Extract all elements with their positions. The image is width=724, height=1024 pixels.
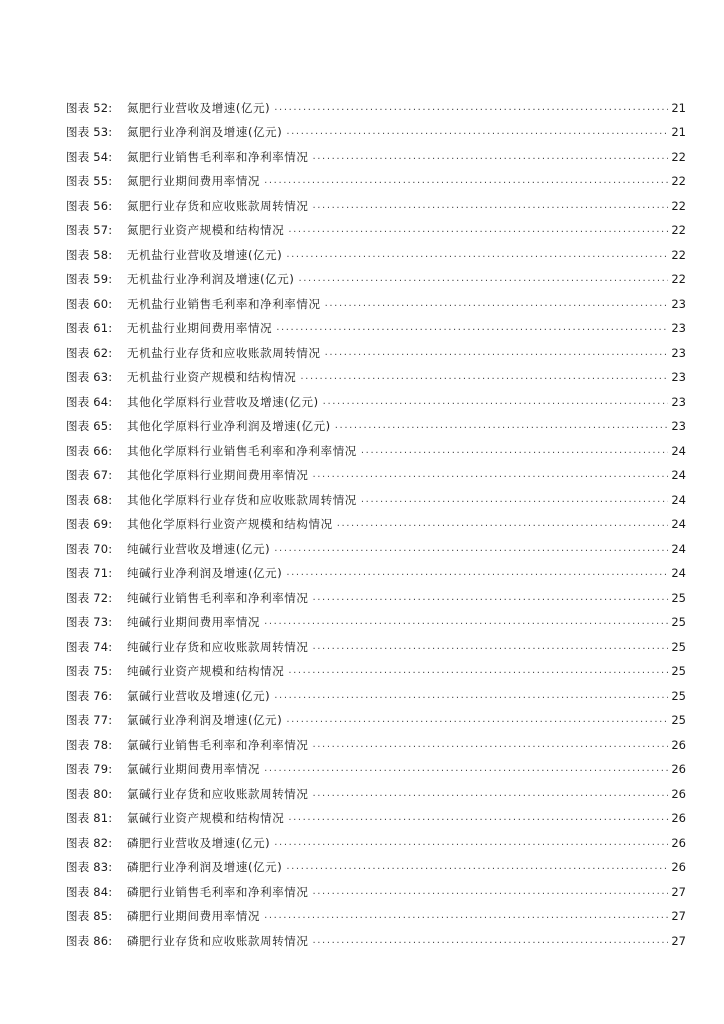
toc-entry-page: 23 — [671, 345, 686, 360]
toc-entry[interactable] — [66, 360, 686, 385]
toc-entry-number: 图表 55: — [66, 174, 113, 188]
toc-entry-number: 图表 59: — [66, 272, 113, 286]
toc-entry-title: 纯碱行业销售毛利率和净利率情况 — [127, 590, 309, 605]
toc-entry-number: 图表 72: — [66, 590, 113, 605]
dot-leader — [286, 248, 668, 262]
toc-entry[interactable] — [66, 923, 686, 948]
toc-entry[interactable] — [66, 262, 686, 287]
dot-leader — [313, 150, 669, 164]
toc-entry-number: 图表 69: — [66, 517, 113, 531]
dot-leader — [274, 836, 668, 850]
toc-entry-title: 纯碱行业资产规模和结构情况 — [127, 664, 285, 678]
dot-leader — [298, 272, 668, 286]
toc-entry-number: 图表 61: — [66, 321, 113, 335]
toc-entry-number: 图表 54: — [66, 149, 113, 164]
toc-entry-title: 其他化学原料行业销售毛利率和净利率情况 — [127, 443, 357, 458]
toc-entry-number: 图表 84: — [66, 884, 113, 899]
toc-entry-number: 图表 77: — [66, 713, 113, 727]
toc-entry-page: 23 — [671, 321, 686, 335]
toc-entry[interactable] — [66, 458, 686, 483]
toc-entry-page: 26 — [671, 737, 686, 752]
dot-leader — [335, 419, 669, 433]
toc-entry-title: 氮肥行业存货和应收账款周转情况 — [127, 198, 309, 213]
toc-entry-page: 24 — [671, 541, 686, 556]
toc-entry-number: 图表 52: — [66, 100, 113, 115]
toc-entry-number: 图表 83: — [66, 860, 113, 874]
dot-leader — [286, 713, 668, 727]
toc-entry[interactable] — [66, 433, 686, 458]
toc-entry[interactable] — [66, 286, 686, 311]
toc-entry[interactable] — [66, 115, 686, 140]
toc-entry[interactable] — [66, 139, 686, 164]
toc-entry-title: 纯碱行业净利润及增速(亿元) — [127, 566, 283, 580]
toc-entry-title: 磷肥行业净利润及增速(亿元) — [127, 860, 283, 874]
toc-entry-page: 22 — [671, 272, 686, 286]
toc-entry-title: 氯碱行业销售毛利率和净利率情况 — [127, 737, 309, 752]
dot-leader — [264, 909, 668, 923]
dot-leader — [361, 444, 668, 458]
toc-entry-page: 24 — [671, 566, 686, 580]
toc-entry-number: 图表 56: — [66, 198, 113, 213]
toc-entry-page: 25 — [671, 664, 686, 678]
dot-leader — [264, 762, 668, 776]
toc-entry-title: 其他化学原料行业净利润及增速(亿元) — [127, 419, 331, 433]
toc-entry-page: 22 — [671, 223, 686, 237]
toc-entry[interactable] — [66, 507, 686, 532]
toc-entry-number: 图表 57: — [66, 223, 113, 237]
toc-entry-page: 21 — [671, 125, 686, 139]
toc-entry[interactable] — [66, 311, 686, 336]
dot-leader — [264, 615, 668, 629]
toc-entry-number: 图表 85: — [66, 909, 113, 923]
toc-entry[interactable] — [66, 556, 686, 581]
toc-entry-page: 26 — [671, 762, 686, 776]
toc-entry-page: 22 — [671, 198, 686, 213]
toc-entry[interactable] — [66, 213, 686, 238]
toc-entry[interactable] — [66, 580, 686, 605]
toc-entry[interactable] — [66, 409, 686, 434]
toc-entry[interactable] — [66, 776, 686, 801]
toc-entry-page: 27 — [671, 884, 686, 899]
toc-entry-page: 22 — [671, 247, 686, 262]
dot-leader — [286, 125, 668, 139]
toc-entry[interactable] — [66, 164, 686, 189]
dot-leader — [313, 199, 669, 213]
toc-entry-title: 氯碱行业存货和应收账款周转情况 — [127, 786, 309, 801]
toc-entry-number: 图表 62: — [66, 345, 113, 360]
toc-entry-number: 图表 64: — [66, 394, 113, 409]
toc-entry-number: 图表 82: — [66, 835, 113, 850]
dot-leader — [313, 738, 669, 752]
toc-entry-title: 其他化学原料行业存货和应收账款周转情况 — [127, 492, 357, 507]
toc-entry-title: 无机盐行业销售毛利率和净利率情况 — [127, 296, 321, 311]
toc-entry-number: 图表 70: — [66, 541, 113, 556]
toc-entry-number: 图表 68: — [66, 492, 113, 507]
toc-entry-number: 图表 75: — [66, 664, 113, 678]
toc-entry-page: 24 — [671, 443, 686, 458]
dot-leader — [337, 517, 669, 531]
toc-entry-title: 纯碱行业营收及增速(亿元) — [127, 541, 271, 556]
toc-entry-page: 21 — [671, 100, 686, 115]
toc-entry-number: 图表 53: — [66, 125, 113, 139]
toc-entry[interactable] — [66, 482, 686, 507]
toc-entry-title: 其他化学原料行业资产规模和结构情况 — [127, 517, 333, 531]
figure-index-list — [66, 90, 686, 948]
toc-entry[interactable] — [66, 752, 686, 777]
toc-entry[interactable] — [66, 703, 686, 728]
toc-entry[interactable] — [66, 335, 686, 360]
toc-entry-title: 氯碱行业净利润及增速(亿元) — [127, 713, 283, 727]
toc-entry-title: 氯碱行业资产规模和结构情况 — [127, 811, 285, 825]
toc-entry[interactable] — [66, 531, 686, 556]
dot-leader — [264, 174, 668, 188]
toc-entry-title: 无机盐行业资产规模和结构情况 — [127, 370, 297, 384]
dot-leader — [313, 640, 669, 654]
toc-entry[interactable] — [66, 188, 686, 213]
dot-leader — [323, 395, 669, 409]
toc-entry-title: 无机盐行业净利润及增速(亿元) — [127, 272, 295, 286]
toc-entry-number: 图表 63: — [66, 370, 113, 384]
toc-entry-title: 氮肥行业销售毛利率和净利率情况 — [127, 149, 309, 164]
toc-entry-page: 22 — [671, 149, 686, 164]
toc-entry-page: 25 — [671, 615, 686, 629]
dot-leader — [288, 223, 668, 237]
toc-entry[interactable] — [66, 801, 686, 826]
toc-entry-title: 磷肥行业营收及增速(亿元) — [127, 835, 271, 850]
toc-entry-page: 23 — [671, 370, 686, 384]
dot-leader — [276, 321, 668, 335]
toc-entry-number: 图表 71: — [66, 566, 113, 580]
dot-leader — [300, 370, 668, 384]
toc-entry[interactable] — [66, 90, 686, 115]
toc-entry-title: 纯碱行业期间费用率情况 — [127, 615, 261, 629]
toc-entry-page: 26 — [671, 811, 686, 825]
toc-entry[interactable] — [66, 850, 686, 875]
toc-entry-page: 27 — [671, 909, 686, 923]
toc-entry[interactable] — [66, 825, 686, 850]
toc-entry[interactable] — [66, 629, 686, 654]
dot-leader — [313, 934, 669, 948]
toc-entry-title: 其他化学原料行业期间费用率情况 — [127, 468, 309, 482]
toc-entry-page: 25 — [671, 688, 686, 703]
toc-entry[interactable] — [66, 874, 686, 899]
toc-entry[interactable] — [66, 384, 686, 409]
toc-entry[interactable] — [66, 605, 686, 630]
toc-entry-page: 24 — [671, 468, 686, 482]
toc-entry-page: 24 — [671, 517, 686, 531]
toc-entry[interactable] — [66, 899, 686, 924]
toc-entry-title: 氮肥行业资产规模和结构情况 — [127, 223, 285, 237]
dot-leader — [286, 860, 668, 874]
dot-leader — [313, 885, 669, 899]
dot-leader — [288, 664, 668, 678]
dot-leader — [286, 566, 668, 580]
toc-entry-page: 22 — [671, 174, 686, 188]
toc-entry-number: 图表 58: — [66, 247, 113, 262]
dot-leader — [313, 468, 669, 482]
toc-entry-number: 图表 76: — [66, 688, 113, 703]
toc-entry[interactable] — [66, 727, 686, 752]
toc-entry-title: 氮肥行业净利润及增速(亿元) — [127, 125, 283, 139]
toc-entry-number: 图表 79: — [66, 762, 113, 776]
toc-entry-number: 图表 80: — [66, 786, 113, 801]
toc-entry-number: 图表 86: — [66, 933, 113, 948]
toc-entry-title: 氯碱行业期间费用率情况 — [127, 762, 261, 776]
toc-entry-number: 图表 67: — [66, 468, 113, 482]
toc-entry-number: 图表 81: — [66, 811, 113, 825]
toc-entry-number: 图表 78: — [66, 737, 113, 752]
dot-leader — [361, 493, 668, 507]
toc-entry-number: 图表 73: — [66, 615, 113, 629]
toc-entry-page: 23 — [671, 394, 686, 409]
toc-entry-title: 其他化学原料行业营收及增速(亿元) — [127, 394, 319, 409]
toc-entry-page: 26 — [671, 860, 686, 874]
toc-entry[interactable] — [66, 237, 686, 262]
dot-leader — [288, 811, 668, 825]
toc-entry-number: 图表 65: — [66, 419, 113, 433]
toc-entry-number: 图表 60: — [66, 296, 113, 311]
toc-entry-page: 25 — [671, 713, 686, 727]
toc-entry-title: 无机盐行业存货和应收账款周转情况 — [127, 345, 321, 360]
toc-entry-page: 25 — [671, 590, 686, 605]
toc-entry-page: 24 — [671, 492, 686, 507]
dot-leader — [274, 101, 668, 115]
toc-entry-title: 氯碱行业营收及增速(亿元) — [127, 688, 271, 703]
dot-leader — [274, 689, 668, 703]
dot-leader — [325, 346, 669, 360]
dot-leader — [313, 591, 669, 605]
toc-entry-page: 23 — [671, 296, 686, 311]
toc-entry-page: 27 — [671, 933, 686, 948]
toc-entry-title: 磷肥行业销售毛利率和净利率情况 — [127, 884, 309, 899]
toc-entry-number: 图表 66: — [66, 443, 113, 458]
toc-entry[interactable] — [66, 654, 686, 679]
toc-entry-page: 25 — [671, 639, 686, 654]
toc-entry[interactable] — [66, 678, 686, 703]
toc-entry-number: 图表 74: — [66, 639, 113, 654]
toc-entry-page: 26 — [671, 786, 686, 801]
toc-entry-title: 磷肥行业期间费用率情况 — [127, 909, 261, 923]
toc-entry-page: 23 — [671, 419, 686, 433]
toc-entry-title: 无机盐行业期间费用率情况 — [127, 321, 273, 335]
toc-entry-title: 纯碱行业存货和应收账款周转情况 — [127, 639, 309, 654]
dot-leader — [274, 542, 668, 556]
toc-entry-title: 无机盐行业营收及增速(亿元) — [127, 247, 283, 262]
toc-entry-page: 26 — [671, 835, 686, 850]
dot-leader — [313, 787, 669, 801]
toc-entry-title: 氮肥行业期间费用率情况 — [127, 174, 261, 188]
toc-entry-title: 磷肥行业存货和应收账款周转情况 — [127, 933, 309, 948]
dot-leader — [325, 297, 669, 311]
toc-entry-title: 氮肥行业营收及增速(亿元) — [127, 100, 271, 115]
